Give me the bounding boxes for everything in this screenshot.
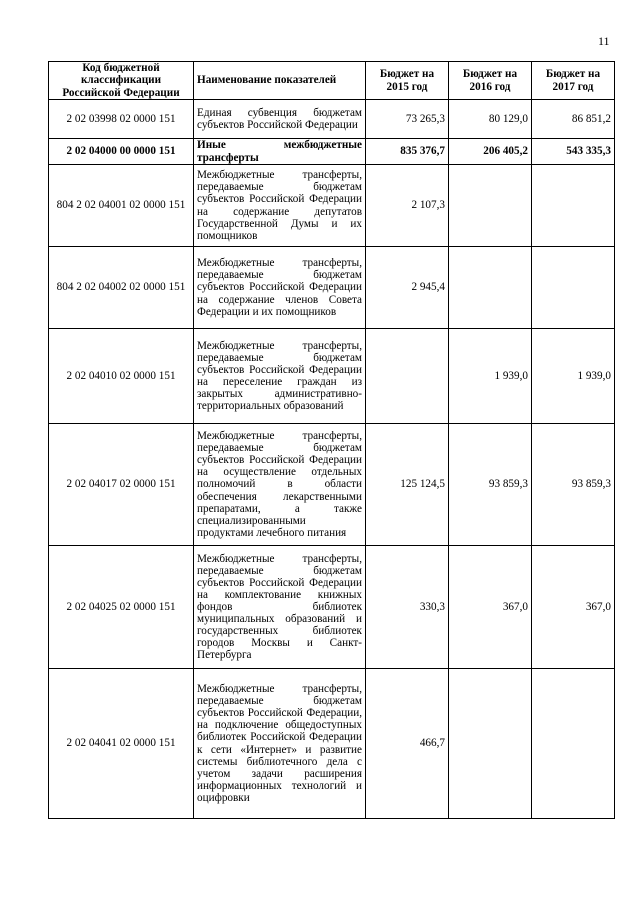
cell-name: Межбюджетные трансферты, передаваемые бюджетам субъектов Российской Федерации на содержание депутатов Государственной Думы и их помощников (194, 165, 366, 247)
cell-budget-2017: 367,0 (532, 546, 615, 669)
cell-name: Единая субвенция бюджетам субъектов Российской Федерации (194, 100, 366, 139)
table-row (49, 669, 615, 819)
table-row (49, 546, 615, 669)
header-budget-2017: Бюджет на 2017 год (532, 62, 615, 100)
cell-name: Межбюджетные трансферты, передаваемые бюджетам субъектов Российской Федерации на комплектование книжных фондов библиотек муниципальных образований и государственных библиотек городов Москвы и Санкт-Петербурга (194, 546, 366, 669)
cell-code: 2 02 04017 02 0000 151 (49, 424, 194, 546)
cell-budget-2016 (449, 247, 532, 329)
header-budget-2016: Бюджет на 2016 год (449, 62, 532, 100)
table-header-row (49, 62, 615, 100)
cell-budget-2017: 543 335,3 (532, 139, 615, 165)
cell-budget-2016: 367,0 (449, 546, 532, 669)
table-row (49, 329, 615, 424)
cell-budget-2017 (532, 247, 615, 329)
cell-code: 2 02 04041 02 0000 151 (49, 669, 194, 819)
cell-budget-2017: 1 939,0 (532, 329, 615, 424)
cell-name: Иные межбюджетные трансферты (194, 139, 366, 165)
cell-budget-2017: 86 851,2 (532, 100, 615, 139)
table-row (49, 100, 615, 139)
cell-budget-2017 (532, 669, 615, 819)
cell-budget-2017: 93 859,3 (532, 424, 615, 546)
budget-table (48, 61, 615, 819)
cell-code: 804 2 02 04002 02 0000 151 (49, 247, 194, 329)
table-row (49, 139, 615, 165)
cell-budget-2015: 73 265,3 (366, 100, 449, 139)
cell-budget-2015: 835 376,7 (366, 139, 449, 165)
cell-code: 2 02 04010 02 0000 151 (49, 329, 194, 424)
cell-budget-2016: 1 939,0 (449, 329, 532, 424)
cell-code: 804 2 02 04001 02 0000 151 (49, 165, 194, 247)
cell-budget-2015: 2 107,3 (366, 165, 449, 247)
cell-budget-2016 (449, 165, 532, 247)
cell-budget-2016: 93 859,3 (449, 424, 532, 546)
header-code: Код бюджетной классификации Российской Федерации (49, 62, 194, 100)
cell-budget-2015: 466,7 (366, 669, 449, 819)
cell-budget-2016: 80 129,0 (449, 100, 532, 139)
cell-budget-2016: 206 405,2 (449, 139, 532, 165)
cell-budget-2015: 2 945,4 (366, 247, 449, 329)
cell-budget-2015 (366, 329, 449, 424)
table-row (49, 247, 615, 329)
cell-name: Межбюджетные трансферты, передаваемые бюджетам субъектов Российской Федерации на осуществление отдельных полномочий в области обеспечения лекарственными препаратами, а также специализированными продуктами лечебного питания (194, 424, 366, 546)
cell-code: 2 02 03998 02 0000 151 (49, 100, 194, 139)
header-name: Наименование показателей (194, 62, 366, 100)
cell-code: 2 02 04000 00 0000 151 (49, 139, 194, 165)
cell-name: Межбюджетные трансферты, передаваемые бюджетам субъектов Российской Федерации на содержание членов Совета Федерации и их помощников (194, 247, 366, 329)
cell-name: Межбюджетные трансферты, передаваемые бюджетам субъектов Российской Федерации на переселение граждан из закрытых административно-территориальных образований (194, 329, 366, 424)
table-row (49, 424, 615, 546)
cell-budget-2016 (449, 669, 532, 819)
cell-budget-2017 (532, 165, 615, 247)
page-number: 11 (598, 34, 610, 48)
cell-code: 2 02 04025 02 0000 151 (49, 546, 194, 669)
table-row (49, 165, 615, 247)
cell-budget-2015: 330,3 (366, 546, 449, 669)
cell-name: Межбюджетные трансферты, передаваемые бюджетам субъектов Российской Федерации, на подключение общедоступных библиотек Российской Федерации к сети «Интернет» и развитие системы библиотечного дела с учетом задачи расширения информационных технологий и оцифровки (194, 669, 366, 819)
cell-budget-2015: 125 124,5 (366, 424, 449, 546)
header-budget-2015: Бюджет на 2015 год (366, 62, 449, 100)
